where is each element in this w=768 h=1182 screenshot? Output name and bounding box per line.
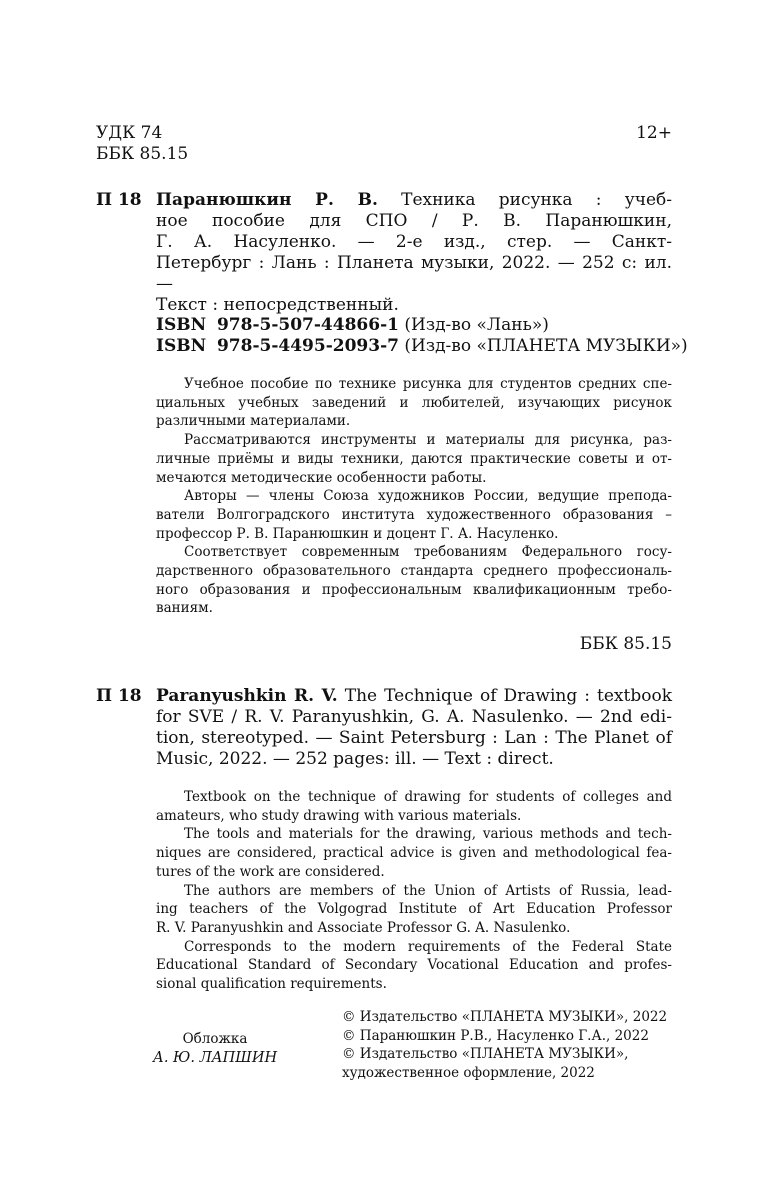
ru-annotation-line: профессор Р. В. Паранюшкин и доцент Г. А. Насуленко. bbox=[156, 525, 559, 542]
en-title: The Technique of Drawing : textbook bbox=[344, 686, 672, 706]
copyright-line: художественное оформление, 2022 bbox=[342, 1065, 595, 1082]
en-annotation-line: R. V. Paranyushkin and Associate Professor G. A. Nasulenko. bbox=[156, 919, 571, 936]
udk-code: УДК 74 bbox=[96, 123, 163, 143]
isbn-publisher: (Изд-во «Лань») bbox=[404, 315, 549, 335]
en-annotation-line: The tools and materials for the drawing, various methods and tech- bbox=[184, 826, 672, 843]
bbk-code: ББК 85.15 bbox=[96, 144, 189, 164]
en-annotation-line: The authors are members of the Union of Artists of Russia, lead- bbox=[184, 882, 672, 899]
classification-codes bbox=[96, 123, 188, 165]
ru-record-line-4: Петербург : Лань : Планета музыки, 2022. — 252 с: ил. — bbox=[156, 253, 672, 294]
en-record-line-2: for SVE / R. V. Paranyushkin, G. A. Nasulenko. — 2nd edi- bbox=[156, 707, 672, 727]
isbn-label: ISBN bbox=[156, 336, 207, 356]
en-record-line-1 bbox=[156, 686, 672, 707]
ru-record-line-3: Г. А. Насуленко. — 2-е изд., стер. — Санкт- bbox=[156, 232, 672, 252]
isbn-number: 978-5-507-44866-1 bbox=[216, 315, 399, 335]
cover-artist: А. Ю. ЛАПШИН bbox=[152, 1049, 278, 1066]
isbn-label: ISBN bbox=[156, 315, 207, 335]
en-annotation-line: Textbook on the technique of drawing for students of colleges and bbox=[184, 789, 672, 805]
ru-annotation-line: личные приёмы и виды техники, даются практические советы и от- bbox=[156, 450, 672, 467]
ru-annotation-line: дарственного образовательного стандарта среднего профессиональ- bbox=[156, 563, 672, 580]
ru-annotation bbox=[156, 375, 672, 618]
ru-annotation-line: различными материалами. bbox=[156, 413, 351, 430]
en-annotation-line: Corresponds to the modern requirements of the Federal State bbox=[184, 938, 672, 955]
ru-record-line-5: Текст : непосредственный. bbox=[156, 295, 399, 315]
ru-annotation-line: циальных учебных заведений и любителей, изучающих рисунок bbox=[156, 394, 672, 411]
cover-credit bbox=[120, 1030, 310, 1067]
en-record-code bbox=[96, 686, 142, 707]
age-rating: 12+ bbox=[636, 123, 672, 143]
ru-code-text: П 18 bbox=[96, 190, 142, 210]
en-annotation-line: sional qualification requirements. bbox=[156, 976, 387, 993]
isbn-line bbox=[156, 336, 688, 357]
ru-annotation-line: Соответствует современным требованиям Федерального госу- bbox=[184, 544, 672, 561]
ru-record-line-2: ное пособие для СПО / Р. В. Паранюшкин, bbox=[156, 211, 672, 231]
ru-annotation-line: мечаются методические особенности работы. bbox=[156, 469, 487, 486]
en-bibliographic-record bbox=[156, 686, 672, 770]
copyright-line: © Издательство «ПЛАНЕТА МУЗЫКИ», bbox=[342, 1046, 629, 1063]
isbn-number: 978-5-4495-2093-7 bbox=[216, 336, 399, 356]
copyright-line: © Издательство «ПЛАНЕТА МУЗЫКИ», 2022 bbox=[342, 1009, 668, 1025]
cover-label: Обложка bbox=[182, 1031, 248, 1047]
ru-annotation-line: Рассматриваются инструменты и материалы для рисунка, раз- bbox=[184, 432, 672, 449]
en-annotation-line: amateurs, who study drawing with various materials. bbox=[156, 807, 522, 824]
ru-annotation-line: Авторы — члены Союза художников России, ведущие препода- bbox=[184, 488, 672, 505]
ru-annotation-line: Учебное пособие по технике рисунка для студентов средних спе- bbox=[184, 376, 672, 392]
ru-annotation-line: ватели Волгоградского института художественного образования – bbox=[156, 506, 672, 523]
isbn-line bbox=[156, 315, 688, 336]
copyright-line: © Паранюшкин Р.В., Насуленко Г.А., 2022 bbox=[342, 1027, 649, 1044]
en-annotation-line: Educational Standard of Secondary Vocational Education and profes- bbox=[156, 957, 672, 974]
en-record-line-4: Music, 2022. — 252 pages: ill. — Text : direct. bbox=[156, 749, 554, 769]
en-annotation-line: ing teachers of the Volgograd Institute of Art Education Professor bbox=[156, 901, 672, 918]
ru-record-code bbox=[96, 190, 142, 211]
en-code-text: П 18 bbox=[96, 686, 142, 706]
ru-title: Техника рисунка : учеб- bbox=[401, 190, 672, 210]
isbn-block bbox=[156, 315, 688, 357]
ru-annotation-line: ваниям. bbox=[156, 600, 213, 617]
ru-author: Паранюшкин Р. В. bbox=[156, 190, 378, 210]
en-annotation-line: tures of the work are considered. bbox=[156, 863, 385, 880]
ru-annotation-line: ного образования и профессиональным квалификационным требо- bbox=[156, 581, 672, 598]
en-record-line-3: tion, stereotyped. — Saint Petersburg : Lan : The Planet of bbox=[156, 728, 672, 748]
en-author: Paranyushkin R. V. bbox=[156, 686, 338, 706]
copyright-block bbox=[342, 1008, 667, 1083]
en-annotation-line: niques are considered, practical advice is given and methodological fea- bbox=[156, 845, 672, 862]
ru-bibliographic-record bbox=[156, 190, 672, 316]
en-annotation bbox=[156, 788, 672, 994]
ru-record-line-1 bbox=[156, 190, 672, 211]
isbn-publisher: (Изд-во «ПЛАНЕТА МУЗЫКИ») bbox=[404, 336, 688, 356]
bbk-code-bottom: ББК 85.15 bbox=[579, 634, 672, 654]
